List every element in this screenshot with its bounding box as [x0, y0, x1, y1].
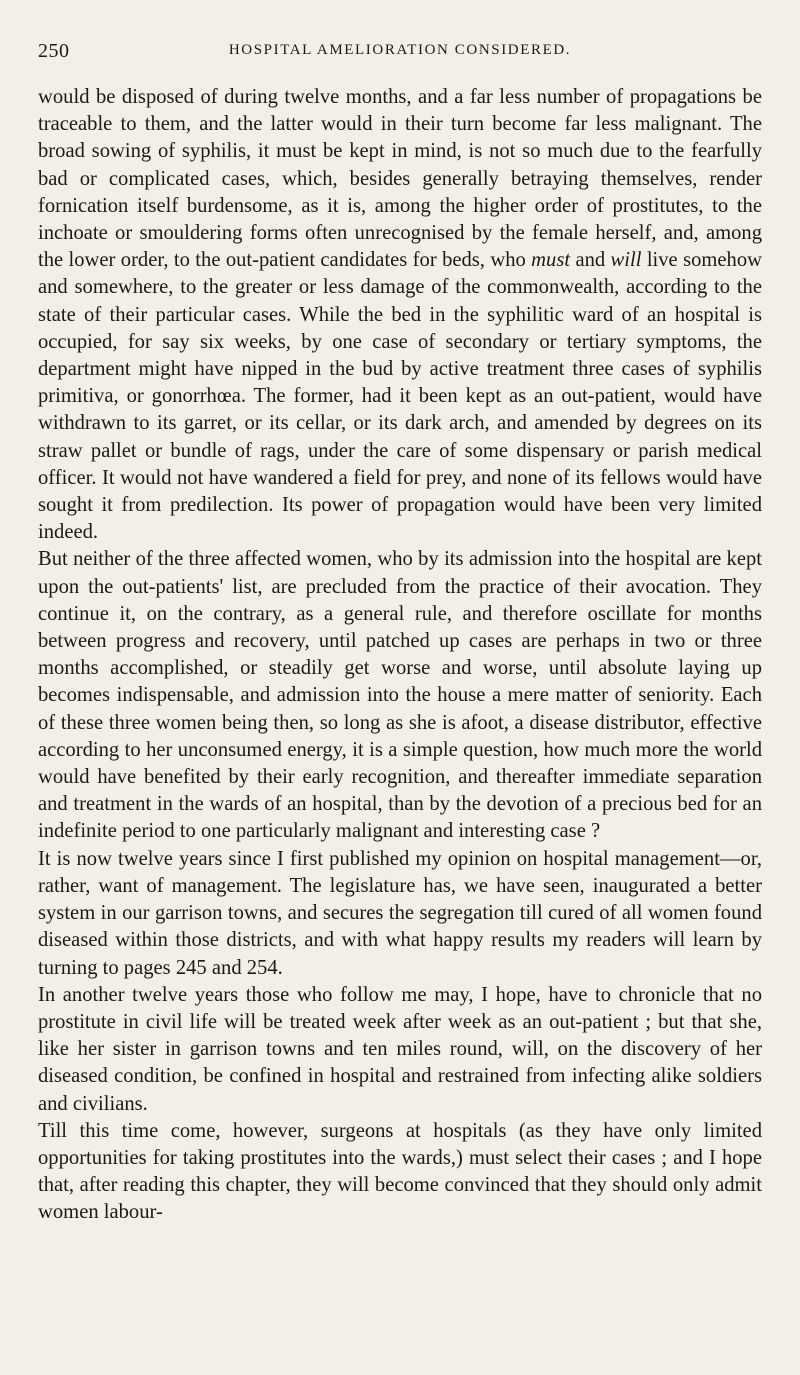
paragraph-2: But neither of the three affected women, who by its admission into the hospital are kept upon the out-patients' list, are precluded from the practice of their avocation. They continue it, on the contrary, as a general rule, and therefore oscillate for months between progress and recovery, until patched up cases are perhaps in two or three months accomplished, or steadily get worse and worse, until absolute laying up becomes indispensable, and admission into the house a mere matter of seniority. Each of these three women being then, so long as she is afoot, a disease distributor, effective according to her unconsumed energy, it is a simple question, how much more the world would have benefited by their early recognition, and thereafter immediate separation and treatment in the wards of an hospital, than by the devotion of a precious bed for an indefinite period to one particularly malignant and interesting case ?: [38, 548, 762, 843]
page-number: 250: [38, 40, 70, 62]
running-head: HOSPITAL AMELIORATION CONSIDERED.: [228, 42, 572, 58]
emphasis-will: will: [610, 249, 642, 272]
body-text: [38, 84, 762, 1227]
emphasis-must: must: [531, 249, 571, 272]
paragraph-5: Till this time come, however, surgeons at hospitals (as they have only limited opportunities for taking prostitutes into the wards,) must select their cases ; and I hope that, after reading this chapter, they will become convinced that they should only admit women labour-: [38, 1119, 762, 1224]
paragraph-1-text-after: live somehow and somewhere, to the greater or less damage of the commonwealth, according to the state of their particular cases. While the bed in the syphilitic ward of an hospital is occupied, for say six weeks, by one case of secondary or tertiary symptoms, the department might have nipped in the bud by active treatment three cases of syphilis primitiva, or gonorrhœa. The former, had it been kept as an out-patient, would have withdrawn to its garret, or its cellar, or its dark arch, and amended by degrees on its straw pallet or bundle of rags, under the care of some dispensary or parish medical officer. It would not have wandered a field for prey, and none of its fellows would have sought it from predilection. Its power of propagation would have been very limited indeed.: [38, 249, 763, 544]
paragraph-1-text-mid: and: [570, 249, 611, 272]
paragraph-1: [38, 84, 762, 546]
page-header: [38, 40, 762, 74]
paragraph-4: In another twelve years those who follow me may, I hope, have to chronicle that no prostitute in civil life will be treated week after week as an out-patient ; but that she, like her sister in garrison towns and ten miles round, will, on the discovery of her diseased condition, be confined in hospital and restrained from infecting alike soldiers and civilians.: [38, 983, 762, 1115]
paragraph-1-text-before: would be disposed of during twelve months, and a far less number of propagations be traceable to them, and the latter would in their turn become far less malignant. The broad sowing of syphilis, it must be kept in mind, is not so much due to the fearfully bad or complicated cases, which, besides generally betraying themselves, render fornication itself burdensome, as it is, among the higher order of prostitutes, to the inchoate or smouldering forms often unrecognised by the female herself, and, among the lower order, to the out-patient candidates for beds, who: [38, 86, 762, 272]
paragraph-3: It is now twelve years since I first published my opinion on hospital management—or, rather, want of management. The legislature has, we have seen, inaugurated a better system in our garrison towns, and secures the segregation till cured of all women found diseased within those districts, and with what happy results my readers will learn by turning to pages 245 and 254.: [38, 847, 762, 979]
book-page: [38, 0, 762, 1227]
